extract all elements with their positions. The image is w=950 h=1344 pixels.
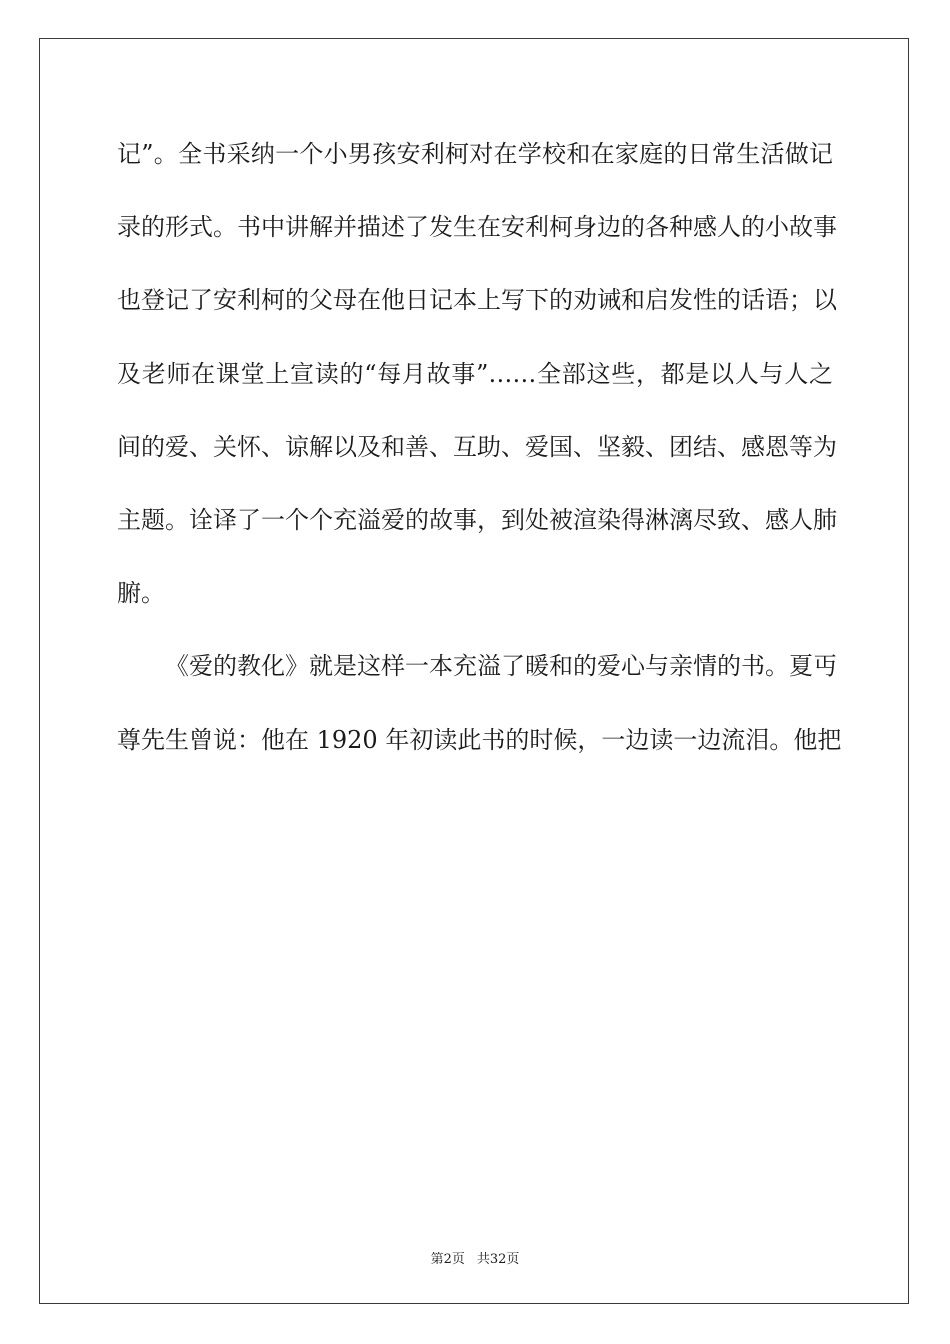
text-line: 主题。诠译了一个个充溢爱的故事，到处被渲染得淋漓尽致、感人肺 <box>117 505 837 534</box>
text-line: 也登记了安利柯的父母在他日记本上写下的劝诫和启发性的话语；以 <box>117 286 837 315</box>
document-body <box>117 118 842 777</box>
text-line: 记”。全书采纳一个小男孩安利柯对在学校和在家庭的日常生活做记 <box>117 140 833 168</box>
text-line: 尊先生曾说：他在 1920 年初读此书的时候，一边读一边流泪。他把 <box>117 725 842 754</box>
text-line: 及老师在课堂上宣读的“每月故事”……全部这些，都是以人与人之 <box>117 359 833 388</box>
text-line: 录的形式。书中讲解并描述了发生在安利柯身边的各种感人的小故事 <box>117 213 837 242</box>
total-pages: 共32页 <box>476 1252 520 1267</box>
text-line: 《爱的教化》就是这样一本充溢了暖和的爱心与亲情的书。夏丏 <box>165 652 837 681</box>
text-line: 间的爱、关怀、谅解以及和善、互助、爱国、坚毅、团结、感恩等为 <box>117 432 837 461</box>
page-number: 第2页 <box>430 1252 465 1267</box>
page-footer <box>0 1248 950 1267</box>
text-line: 腑。 <box>117 579 165 608</box>
